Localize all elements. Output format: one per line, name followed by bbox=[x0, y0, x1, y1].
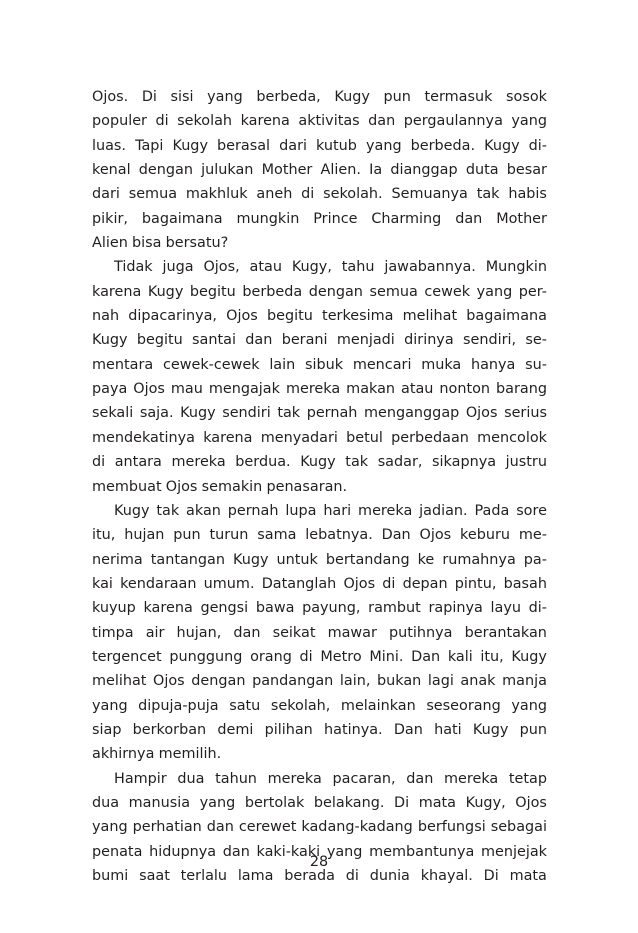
text-line: bumi saat terlalu lama berada di dunia khayal. Di mata bbox=[92, 868, 547, 884]
body-text bbox=[92, 85, 547, 888]
text-line: di antara mereka berdua. Kugy tak sadar, sikapnya justru bbox=[92, 454, 547, 471]
text-line: Ojos. Di sisi yang berbeda, Kugy pun termasuk sosok bbox=[92, 89, 547, 105]
text-line: Alien bisa bersatu? bbox=[92, 235, 229, 252]
text-line: Tidak juga Ojos, atau Kugy, tahu jawabannya. Mungkin bbox=[114, 259, 547, 276]
text-line: kuyup karena gengsi bawa payung, rambut rapinya layu di- bbox=[92, 600, 547, 617]
text-line: Kugy begitu santai dan berani menjadi dirinya sendiri, se- bbox=[92, 332, 547, 349]
text-line: akhirnya memilih. bbox=[92, 746, 222, 763]
text-line: sekali saja. Kugy sendiri tak pernah menganggap Ojos serius bbox=[92, 405, 547, 422]
text-line: paya Ojos mau mengajak mereka makan atau nonton barang bbox=[92, 381, 547, 398]
text-line: populer di sekolah karena aktivitas dan pergaulannya yang bbox=[92, 113, 547, 130]
text-line: Hampir dua tahun mereka pacaran, dan mereka tetap bbox=[114, 770, 547, 787]
text-line: yang perhatian dan cerewet kadang-kadang berfungsi sebagai bbox=[92, 819, 547, 836]
text-line: mendekatinya karena menyadari betul perbedaan mencolok bbox=[92, 429, 547, 446]
text-line: luas. Tapi Kugy berasal dari kutub yang berbeda. Kugy di- bbox=[92, 137, 547, 154]
text-line: yang dipuja-puja satu sekolah, melainkan seseorang yang bbox=[92, 697, 547, 714]
text-line: mentara cewek-cewek lain sibuk mencari muka hanya su- bbox=[92, 356, 547, 373]
text-line: tergencet punggung orang di Metro Mini. Dan kali itu, Kugy bbox=[92, 648, 547, 665]
text-line: itu, hujan pun turun sama lebatnya. Dan Ojos keburu me- bbox=[92, 527, 547, 544]
text-line: dari semua makhluk aneh di sekolah. Semuanya tak habis bbox=[92, 186, 547, 203]
text-line: penata hidupnya dan kaki-kaki yang membantunya menjejak bbox=[92, 843, 547, 860]
text-line: kai kendaraan umum. Datanglah Ojos di depan pintu, basah bbox=[92, 575, 547, 592]
text-line: pikir, bagaimana mungkin Prince Charming dan Mother bbox=[92, 210, 547, 227]
text-line: timpa air hujan, dan seikat mawar putihnya berantakan bbox=[92, 624, 547, 641]
text-line: nerima tantangan Kugy untuk bertandang ke rumahnya pa- bbox=[92, 551, 547, 568]
text-line: siap berkorban demi pilihan hatinya. Dan hati Kugy pun bbox=[92, 721, 547, 738]
text-line: melihat Ojos dengan pandangan lain, bukan lagi anak manja bbox=[92, 673, 547, 690]
text-line: karena Kugy begitu berbeda dengan semua cewek yang per- bbox=[92, 283, 547, 300]
text-line: kenal dengan julukan Mother Alien. Ia dianggap duta besar bbox=[92, 162, 547, 179]
page-number: 28 bbox=[309, 854, 329, 870]
text-line: Kugy tak akan pernah lupa hari mereka jadian. Pada sore bbox=[114, 502, 547, 519]
text-line: membuat Ojos semakin penasaran. bbox=[92, 478, 348, 495]
text-line: dua manusia yang bertolak belakang. Di mata Kugy, Ojos bbox=[92, 794, 547, 811]
text-line: nah dipacarinya, Ojos begitu terkesima melihat bagaimana bbox=[92, 308, 547, 325]
